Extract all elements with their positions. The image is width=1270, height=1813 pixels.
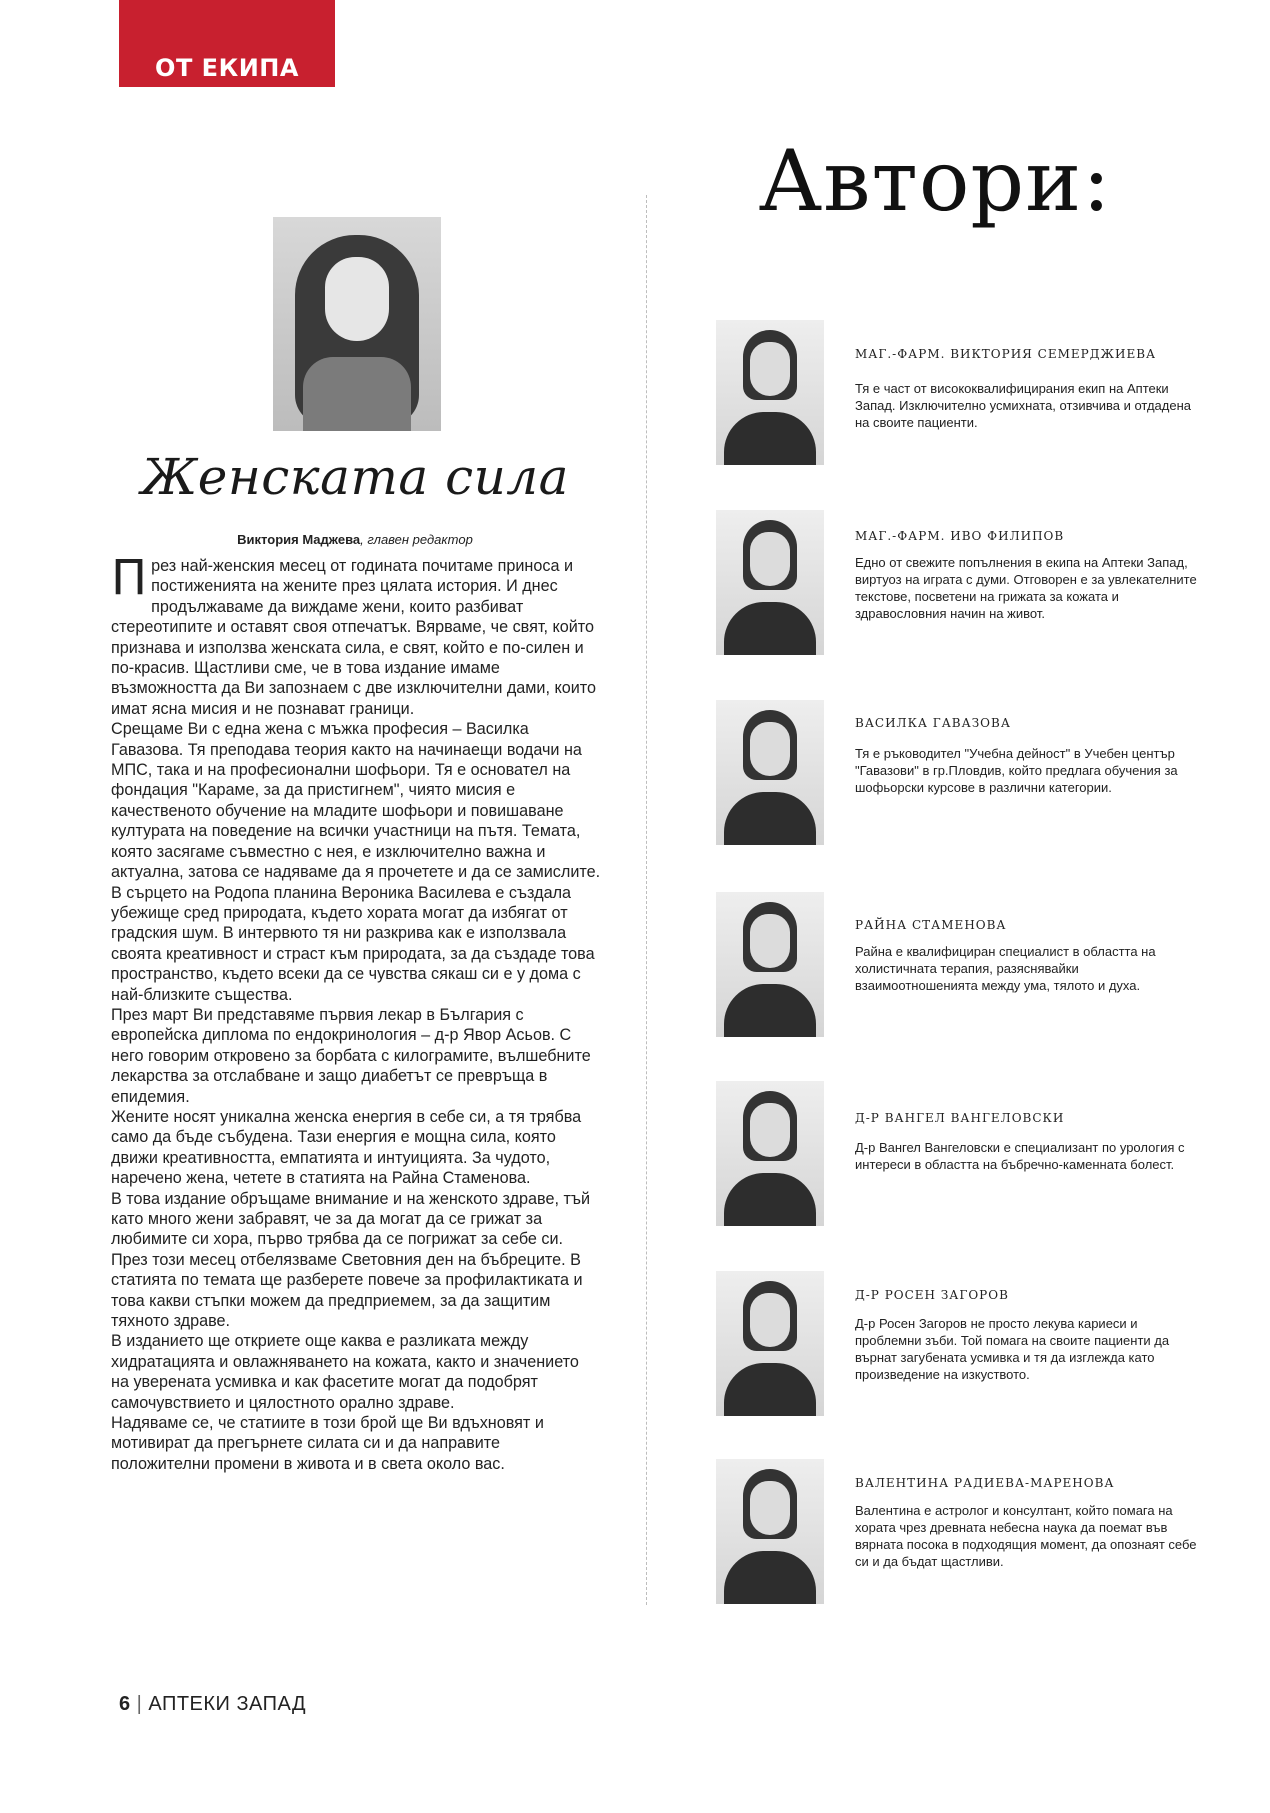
first-paragraph-text: рез най-женския месец от годината почитаме приноса и постиженията на жените през цялата история. И днес продължаваме да виждаме жени, които разбиват стереотипите и оставят своя отпечатък. Вярваме, че свят, който признава и използва женската сила, е свят, който е по-силен и по-красив. Щастливи сме, че в това издание имаме възможността да Ви запознаем с две изключителни дами, които имат ясна мисия и не познават граници. bbox=[111, 557, 597, 718]
column-divider bbox=[646, 195, 647, 1605]
author-description: Тя е част от висококвалифицирания екип на Аптеки Запад. Изключително усмихната, отзивчива и отдадена на своите пациенти. bbox=[855, 381, 1191, 430]
author-name: ВАСИЛКА ГАВАЗОВА bbox=[855, 716, 1011, 730]
byline bbox=[110, 532, 600, 547]
author-photo bbox=[716, 320, 824, 465]
author-photo bbox=[716, 510, 824, 655]
dropcap: П bbox=[111, 550, 148, 606]
authors-heading: Автори: bbox=[758, 132, 1112, 230]
author-name: РАЙНА СТАМЕНОВА bbox=[855, 918, 1007, 932]
author-photo bbox=[716, 1081, 824, 1226]
body-paragraph: Надяваме се, че статиите в този брой ще Ви вдъхновят и мотивират да прегърнете силата си и да направите положителни промени в живота и в света около вас. bbox=[111, 1414, 544, 1473]
author-description: Валентина е астролог и консултант, който помага на хората чрез древната небесна наука да поемат във вярната посока в подходящия момент, да опознаят себе си и да бъдат щастливи. bbox=[855, 1503, 1197, 1569]
body-paragraph: През март Ви представяме първия лекар в България с европейска диплома по ендокринология – д-р Явор Асьов. С него говорим откровено за борбата с килограмите, вълшебните лекарства за отслабване и защо диабетът се превръща в епидемия. bbox=[111, 1005, 591, 1106]
editor-photo bbox=[273, 217, 441, 431]
author-name: Д-Р РОСЕН ЗАГОРОВ bbox=[855, 1288, 1009, 1302]
article-body bbox=[111, 550, 601, 1474]
body-paragraph: Жените носят уникална женска енергия в себе си, а тя трябва само да бъде събудена. Тази енергия е мощна сила, която движи креативността, емпатията и интуицията. За чудото, наречено жена, четете в статията на Райна Стаменова. bbox=[111, 1107, 582, 1188]
author-photo bbox=[716, 700, 824, 845]
author-description: Райна е квалифициран специалист в областта на холистичната терапия, разяснявайки взаимоотношенията между ума, тялото и духа. bbox=[855, 944, 1156, 993]
author-photo bbox=[716, 892, 824, 1037]
body-paragraph bbox=[111, 550, 601, 719]
author-photo bbox=[716, 1271, 824, 1416]
author-name: МАГ.-ФАРМ. ВИКТОРИЯ СЕМЕРДЖИЕВА bbox=[855, 347, 1157, 361]
byline-name: Виктория Маджева bbox=[237, 532, 361, 547]
author-photo bbox=[716, 1459, 824, 1604]
body-paragraph: В изданието ще откриете още каква е разликата между хидратацията и овлажняването на кожата, както и значението на уверената усмивка и как фасетите могат да подобрят самочувствието и цялостното орално здраве. bbox=[111, 1332, 579, 1412]
author-description: Д-р Вангел Вангеловски е специализант по урология с интереси в областта на бъбречно-каменната болест. bbox=[855, 1140, 1185, 1172]
author-name: ВАЛЕНТИНА РАДИЕВА-МАРЕНОВА bbox=[855, 1476, 1115, 1490]
article-title: Женската сила bbox=[141, 448, 569, 506]
author-name: МАГ.-ФАРМ. ИВО ФИЛИПОВ bbox=[855, 529, 1065, 543]
author-name: Д-Р ВАНГЕЛ ВАНГЕЛОВСКИ bbox=[855, 1111, 1065, 1125]
byline-role: , главен редактор bbox=[360, 532, 473, 547]
author-description: Д-р Росен Загоров не просто лекува кариеси и проблемни зъби. Той помага на своите пациенти да върнат загубената усмивка и тя да изглежда като произведение на изкуството. bbox=[855, 1316, 1170, 1382]
body-paragraph: Срещаме Ви с една жена с мъжка професия – Василка Гавазова. Тя преподава теория както на начинаещи водачи на МПС, така и на професионални шофьори. Тя е основател на фондация "Караме, за да пристигнем", чиято мисия е качественото обучение на младите шофьори и повишаване културата на поведение на всички участници на пътя. Темата, която засягаме съвместно с нея, е изключително важна и актуална, затова се надяваме да я прочетете и да се замислите. bbox=[111, 720, 601, 882]
publication-name: АПТЕКИ ЗАПАД bbox=[148, 1693, 307, 1715]
page-footer bbox=[119, 1693, 306, 1716]
author-description: Тя е ръководител "Учебна дейност" в Учебен център "Гавазови" в гр.Пловдив, който предлага обучения за шофьорски курсове в различни категории. bbox=[855, 746, 1178, 795]
body-paragraph: През този месец отбелязваме Световния ден на бъбреците. В статията по темата ще разберете повече за профилактиката и това какви стъпки можем да предприемем, за да защитим тяхното здраве. bbox=[111, 1250, 583, 1331]
body-paragraph: В това издание обръщаме внимание и на женското здраве, тъй като много жени забравят, че за да могат да се грижат за любимите си хора, първо трябва да се погрижат за себе си. bbox=[111, 1189, 591, 1249]
section-tag: ОТ ЕКИПА bbox=[119, 0, 335, 87]
author-description: Едно от свежите попълнения в екипа на Аптеки Запад, виртуоз на играта с думи. Отговорен е за увлекателните текстове, посветени на грижата за кожата и здравословния начин на живот. bbox=[855, 555, 1197, 621]
body-paragraph: В сърцето на Родопа планина Вероника Василева е създала убежище сред природата, където хората могат да избягат от градския шум. В интервюто тя ни разкрива как е използвала своята креативност и страст към природата, за да създаде това пространство, където всеки да се чувства сякаш си е у дома с най-близките същества. bbox=[111, 883, 595, 1004]
page-number: 6 bbox=[119, 1693, 131, 1715]
footer-separator: | bbox=[136, 1693, 143, 1715]
